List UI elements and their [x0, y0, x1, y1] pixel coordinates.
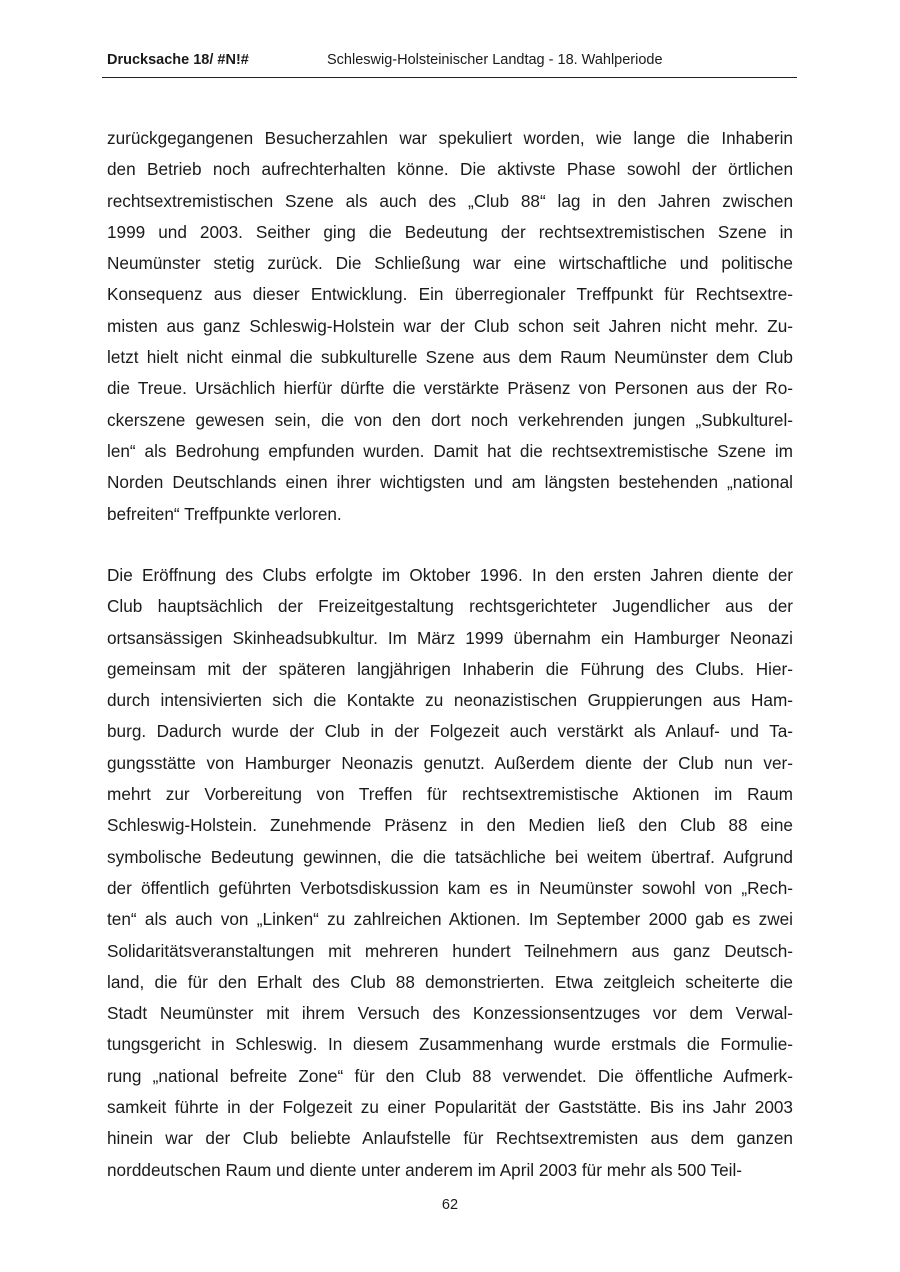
text-line: ckerszene gewesen sein, die von den dort noch verkehrenden jungen „Subkulturel-	[107, 409, 793, 430]
text-line: symbolische Bedeutung gewinnen, die die tatsächliche bei weitem übertraf. Aufgrund	[107, 846, 793, 867]
text-line: Solidaritätsveranstaltungen mit mehreren hundert Teilnehmern aus ganz Deutsch-	[107, 940, 793, 961]
text-line: zurückgegangenen Besucherzahlen war spekuliert worden, wie lange die Inhaberin	[107, 128, 793, 148]
text-line: rechtsextremistischen Szene als auch des „Club 88“ lag in den Jahren zwischen	[107, 190, 793, 211]
paragraph-1	[107, 123, 793, 530]
text-line: land, die für den Erhalt des Club 88 demonstrierten. Etwa zeitgleich scheiterte die	[107, 971, 793, 992]
text-line: Schleswig-Holstein. Zunehmende Präsenz in den Medien ließ den Club 88 eine	[107, 815, 793, 836]
text-line: Konsequenz aus dieser Entwicklung. Ein überregionaler Treffpunkt für Rechtsextre-	[107, 284, 793, 305]
header-divider	[102, 77, 797, 78]
text-line: mehrt zur Vorbereitung von Treffen für rechtsextremistische Aktionen im Raum	[107, 784, 793, 805]
text-line: der öffentlich geführten Verbotsdiskussion kam es in Neumünster sowohl von „Rech-	[107, 877, 793, 898]
text-line: norddeutschen Raum und diente unter anderem im April 2003 für mehr als 500 Teil-	[107, 1159, 743, 1180]
text-line: letzt hielt nicht einmal die subkulturelle Szene aus dem Raum Neumünster dem Club	[107, 347, 793, 368]
text-line: durch intensivierten sich die Kontakte zu neonazistischen Gruppierungen aus Ham-	[107, 690, 793, 711]
text-line: tungsgericht in Schleswig. In diesem Zusammenhang wurde erstmals die Formulie-	[107, 1034, 793, 1055]
text-line: Norden Deutschlands einen ihrer wichtigsten und am längsten bestehenden „national	[107, 472, 793, 493]
document-number: Drucksache 18/ #N!#	[107, 52, 249, 68]
text-line: 1999 und 2003. Seither ging die Bedeutung der rechtsextremistischen Szene in	[107, 221, 793, 242]
text-line: rung „national befreite Zone“ für den Club 88 verwendet. Die öffentliche Aufmerk-	[107, 1065, 793, 1086]
text-line: Die Eröffnung des Clubs erfolgte im Oktober 1996. In den ersten Jahren diente der	[107, 565, 793, 585]
text-line: ortsansässigen Skinheadsubkultur. Im März 1999 übernahm ein Hamburger Neonazi	[107, 627, 793, 648]
text-line: Neumünster stetig zurück. Die Schließung war eine wirtschaftliche und politische	[107, 253, 793, 274]
text-line: gemeinsam mit der späteren langjährigen Inhaberin die Führung des Clubs. Hier-	[107, 658, 793, 679]
text-line: Stadt Neumünster mit ihrem Versuch des Konzessionsentzuges vor dem Verwal-	[107, 1003, 793, 1024]
text-line: len“ als Bedrohung empfunden wurden. Damit hat die rechtsextremistische Szene im	[107, 440, 793, 461]
text-line: ten“ als auch von „Linken“ zu zahlreichen Aktionen. Im September 2000 gab es zwei	[107, 909, 793, 930]
text-line: hinein war der Club beliebte Anlaufstelle für Rechtsextremisten aus dem ganzen	[107, 1128, 793, 1149]
text-line: den Betrieb noch aufrechterhalten könne. Die aktivste Phase sowohl der örtlichen	[107, 159, 793, 180]
page-header	[107, 50, 797, 76]
text-line: gungsstätte von Hamburger Neonazis genutzt. Außerdem diente der Club nun ver-	[107, 752, 793, 773]
paragraph-2	[107, 560, 793, 1186]
text-line: befreiten“ Treffpunkte verloren.	[107, 503, 342, 524]
text-line: samkeit führte in der Folgezeit zu einer Popularität der Gaststätte. Bis ins Jahr 2003	[107, 1097, 793, 1118]
text-line: misten aus ganz Schleswig-Holstein war der Club schon seit Jahren nicht mehr. Zu-	[107, 315, 793, 336]
text-line: die Treue. Ursächlich hierfür dürfte die verstärkte Präsenz von Personen aus der Ro-	[107, 378, 793, 399]
header-title: Schleswig-Holsteinischer Landtag - 18. Wahlperiode	[327, 52, 663, 68]
page-number: 62	[441, 1197, 459, 1213]
text-line: burg. Dadurch wurde der Club in der Folgezeit auch verstärkt als Anlauf- und Ta-	[107, 721, 793, 742]
text-line: Club hauptsächlich der Freizeitgestaltung rechtsgerichteter Jugendlicher aus der	[107, 596, 793, 617]
